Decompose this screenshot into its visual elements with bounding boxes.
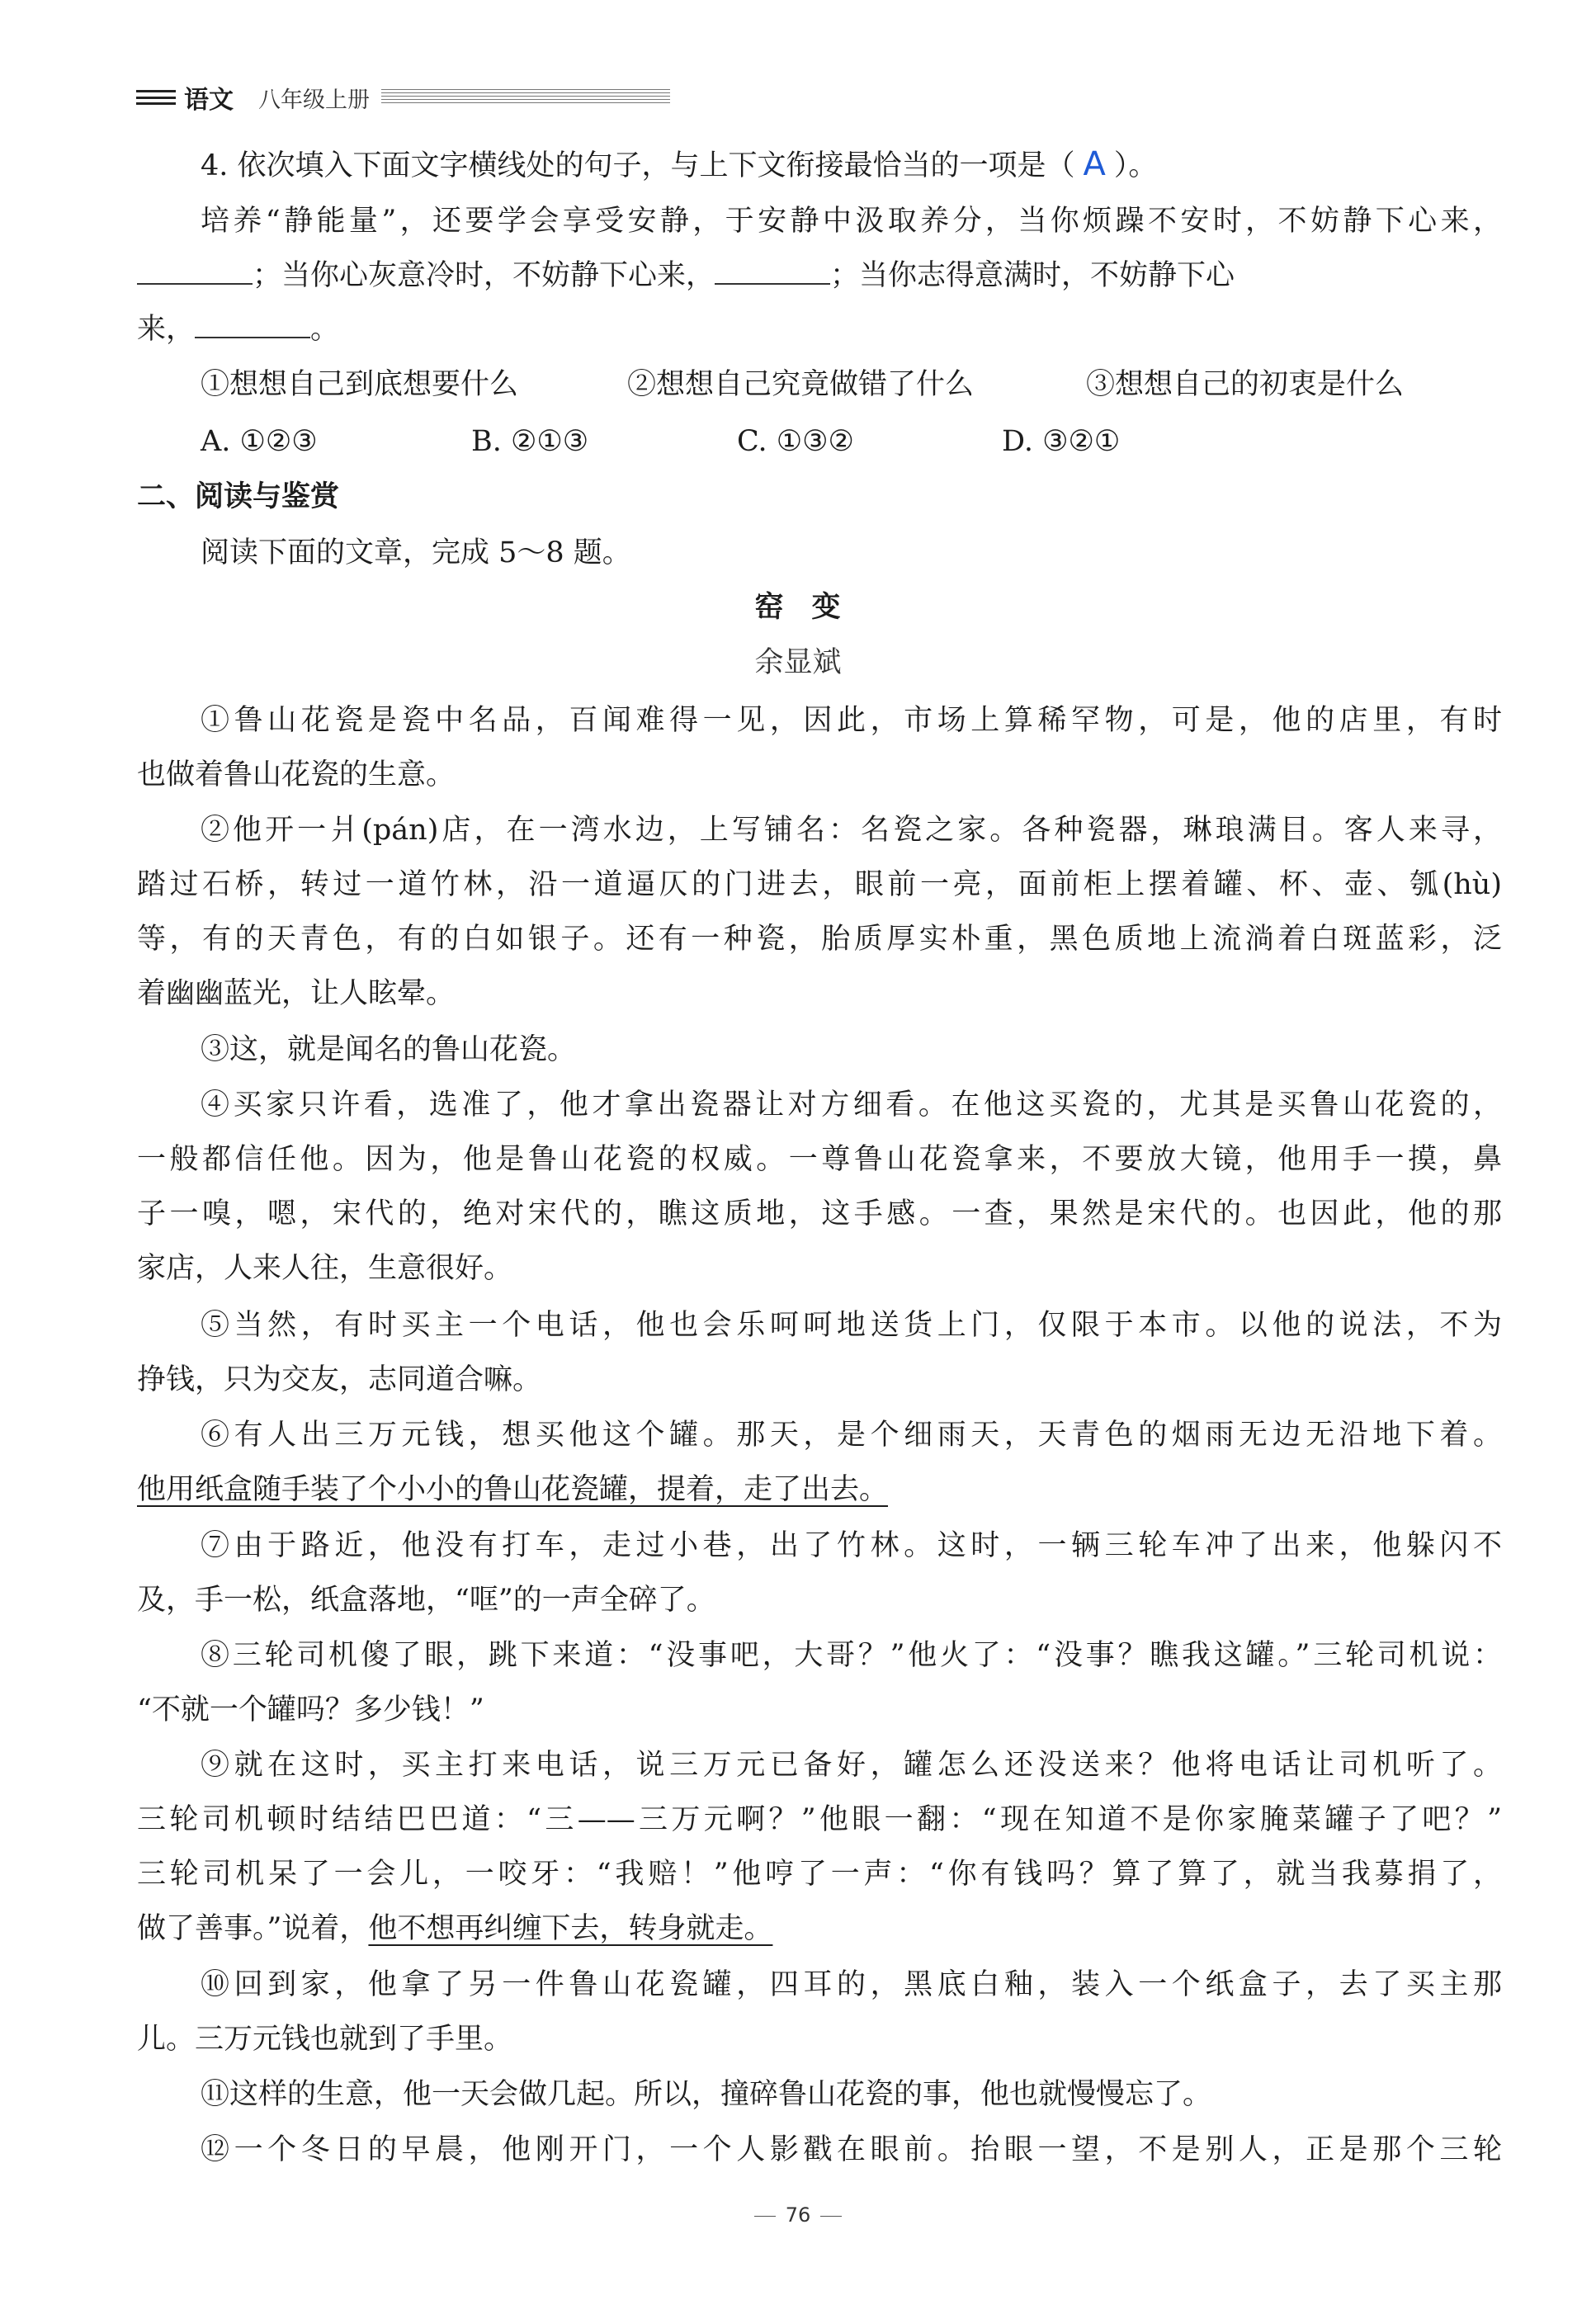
article-line: ⑧三轮司机傻了眼，跳下来道：“没事吧，大哥？”他火了：“没事？瞧我这罐。”三轮司机说： [201,1639,1502,1672]
article-line: ⑪这样的生意，他一天会做几起。所以，撞碎鲁山花瓷的事，他也就慢慢忘了。 [201,2078,1212,2111]
article-line: 三轮司机顿时结结巴巴道：“三——三万元啊？”他眼一翻：“现在知道不是你家腌菜罐子了吧？” [137,1803,1502,1836]
answer-blank[interactable] [137,258,253,285]
article-line: ②他开一爿(pán)店，在一湾水边，上写铺名：名瓷之家。各种瓷器，琳琅满目。客人来寻， [201,814,1502,847]
article-line: 等，有的天青色，有的白如银子。还有一种瓷，胎质厚实朴重，黑色质地上流淌着白斑蓝彩，泛 [137,923,1502,956]
header-stripes [381,89,670,106]
article-line: 及，手一松，纸盒落地，“哐”的一声全碎了。 [137,1584,715,1617]
q4-choice-c[interactable]: C. ①③② [737,425,854,458]
q4-passage-line-2 [137,256,1235,295]
article-line: ①鲁山花瓷是瓷中名品，百闻难得一见，因此，市场上算稀罕物，可是，他的店里，有时 [201,704,1502,737]
article-line: 也做着鲁山花瓷的生意。 [137,758,456,791]
q4-passage-segment: ；当你心灰意冷时，不妨静下心来， [253,259,715,292]
article-line: ④买家只许看，选准了，他才拿出瓷器让对方细看。在他这买瓷的，尤其是买鲁山花瓷的， [201,1089,1502,1122]
header-bars-icon [136,90,176,105]
section-title: 二、阅读与鉴赏 [137,480,340,513]
q4-choice-a[interactable]: A. ①②③ [201,425,318,458]
article-line: ⑫一个冬日的早晨，他刚开门，一个人影戳在眼前。抬眼一望，不是别人，正是那个三轮 [201,2133,1502,2166]
article-line: 家店，人来人往，生意很好。 [137,1252,513,1285]
running-header [136,79,670,116]
q4-passage-segment: ；当你志得意满时，不妨静下心 [830,259,1235,292]
q4-passage-line-3 [137,309,339,349]
q4-passage-line-1: 培养“静能量”，还要学会享受安静，于安静中汲取养分，当你烦躁不安时，不妨静下心来， [201,205,1502,238]
q4-passage-segment: 。 [310,313,340,346]
answer-blank[interactable] [195,312,310,338]
q4-passage-segment: 来， [137,313,196,346]
article-line: 挣钱，只为交友，志同道合嘛。 [137,1363,542,1396]
article-line: ⑦由于路近，他没有打车，走过小巷，出了竹林。这时，一辆三轮车冲了出来，他躲闪不 [201,1529,1502,1562]
q4-choice-d[interactable]: D. ③②① [1002,425,1121,458]
article-title: 窑变 [754,591,869,624]
article-line [137,1909,772,1948]
question-4-stem [201,144,1157,186]
q4-option-1: ①想想自己到底想要什么 [201,368,519,401]
article-line: ⑤当然，有时买主一个电话，他也会乐呵呵地送货上门，仅限于本市。以他的说法，不为 [201,1309,1502,1342]
question-4-close: ）。 [1113,149,1158,182]
question-4-text: 4. 依次填入下面文字横线处的句子，与上下文衔接最恰当的一项是（ [201,149,1075,182]
q4-choice-b[interactable]: B. ②①③ [471,425,589,458]
page-number: 76 [785,2203,811,2227]
article-author: 余显斌 [754,646,842,679]
reading-instruction: 阅读下面的文章，完成 5～8 题。 [201,536,631,569]
article-line: ⑥有人出三万元钱，想买他这个罐。那天，是个细雨天，天青色的烟雨无边无沿地下着。 [201,1419,1502,1452]
page-footer [743,2203,853,2227]
answer-blank[interactable] [715,258,830,285]
article-line: 踏过石桥，转过一道竹林，沿一道逼仄的门进去，眼前一亮，面前柜上摆着罐、杯、壶、瓠(hù) [137,868,1502,901]
article-line: 一般都信任他。因为，他是鲁山花瓷的权威。一尊鲁山花瓷拿来，不要放大镜，他用手一摸，鼻 [137,1143,1502,1176]
q4-option-3: ③想想自己的初衷是什么 [1086,368,1405,401]
question-4-answer: A [1083,145,1106,183]
article-line: 三轮司机呆了一会儿，一咬牙：“我赔！”他哼了一声：“你有钱吗？算了算了，就当我募捐了， [137,1858,1502,1891]
article-line: 儿。三万元钱也就到了手里。 [137,2023,513,2056]
q4-option-2: ②想想自己究竟做错了什么 [627,368,975,401]
article-line: ⑩回到家，他拿了另一件鲁山花瓷罐，四耳的，黑底白釉，装入一个纸盒子，去了买主那 [201,1968,1502,2001]
underlined-sentence: 他用纸盒随手装了个小小的鲁山花瓷罐，提着，走了出去。 [137,1473,889,1506]
header-grade: 八年级上册 [258,87,370,113]
underlined-sentence: 他不想再纠缠下去，转身就走。 [368,1912,773,1945]
article-line: 着幽幽蓝光，让人眩晕。 [137,977,456,1010]
article-line: “不就一个罐吗？多少钱！” [137,1693,484,1726]
article-line: 子一嗅，嗯，宋代的，绝对宋代的，瞧这质地，这手感。一查，果然是宋代的。也因此，他的那 [137,1197,1502,1230]
article-line: ③这，就是闻名的鲁山花瓷。 [201,1033,577,1066]
header-subject: 语文 [184,86,234,115]
article-line-segment: 做了善事。”说着， [137,1912,369,1945]
article-line: ⑨就在这时，买主打来电话，说三万元已备好，罐怎么还没送来？他将电话让司机听了。 [201,1749,1502,1782]
